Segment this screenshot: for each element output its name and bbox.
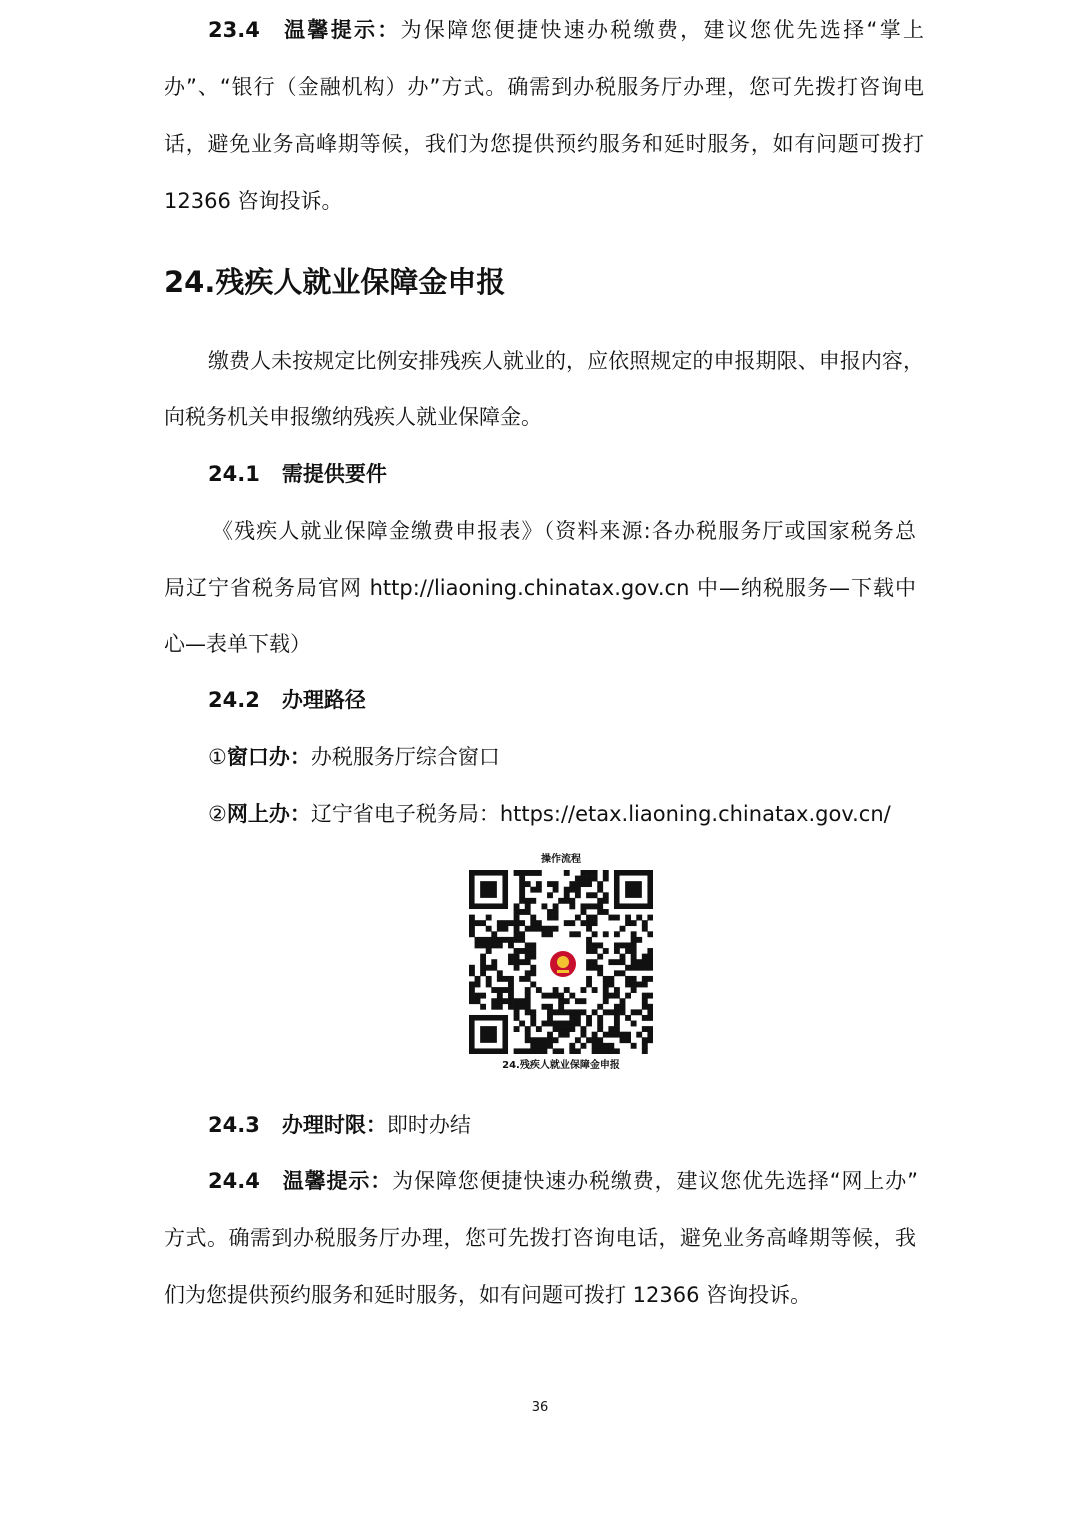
section-24-heading: 24.残疾人就业保障金申报 xyxy=(164,265,506,299)
qr-caption-bottom: 24.残疾人就业保障金申报 xyxy=(502,1060,620,1071)
sec-24-3 xyxy=(208,1110,924,1140)
sec-24-1-heading xyxy=(208,459,924,489)
sec-23-4-number: 23.4 xyxy=(208,18,260,42)
sec-24-2-heading xyxy=(208,685,924,715)
sec-24-4-line-2: 方式。确需到办税服务厅办理，您可先拨打咨询电话，避免业务高峰期等候，我 xyxy=(164,1226,916,1250)
tax-emblem-icon xyxy=(546,947,580,981)
qr-code[interactable] xyxy=(469,870,653,1054)
intro-line-2: 向税务机关申报缴纳残疾人就业保障金。 xyxy=(164,405,542,429)
qr-caption-top: 操作流程 xyxy=(541,854,581,865)
sec-23-4-text: 为保障您便捷快速办税缴费，建议您优先选择“掌上 xyxy=(400,18,924,42)
sec-24-4-number: 24.4 xyxy=(208,1169,260,1193)
sec-24-3-number: 24.3 xyxy=(208,1113,260,1137)
path-window-value: 办税服务厅综合窗口 xyxy=(310,745,500,769)
path-online-value[interactable]: 辽宁省电子税务局：https://etax.liaoning.chinatax.gov.cn/ xyxy=(310,802,891,826)
path-window-prefix: ① xyxy=(208,745,227,769)
sec-24-2-number: 24.2 xyxy=(208,688,260,712)
path-online-label: 网上办： xyxy=(226,802,311,826)
sec-24-3-value: 即时办结 xyxy=(386,1113,471,1137)
qr-code-block xyxy=(461,852,661,1074)
path-online xyxy=(208,799,924,829)
sec-24-1-line-3: 心—表单下载） xyxy=(164,632,311,656)
sec-23-4-line-1 xyxy=(208,15,924,45)
intro-line-1: 缴费人未按规定比例安排残疾人就业的，应依照规定的申报期限、申报内容， xyxy=(208,349,924,373)
sec-24-4-line-1 xyxy=(208,1166,918,1196)
sec-24-3-label: 办理时限： xyxy=(281,1113,387,1137)
sec-24-1-line-1: 《残疾人就业保障金缴费申报表》（资料来源:各办税服务厅或国家税务总 xyxy=(212,519,916,543)
sec-23-4-label: 温馨提示： xyxy=(281,18,401,42)
sec-23-4-line-4: 12366 咨询投诉。 xyxy=(164,189,343,213)
sec-24-4-line-3: 们为您提供预约服务和延时服务，如有问题可拨打 12366 咨询投诉。 xyxy=(164,1283,812,1307)
path-window-label: 窗口办： xyxy=(226,745,311,769)
sec-24-1-title: 需提供要件 xyxy=(281,462,387,486)
sec-24-4-text: 为保障您便捷快速办税缴费，建议您优先选择“网上办” xyxy=(392,1169,918,1193)
sec-24-1-line-2: 局辽宁省税务局官网 http://liaoning.chinatax.gov.cn 中—纳税服务—下载中 xyxy=(164,576,916,600)
sec-23-4-line-2: 办”、“银行（金融机构）办”方式。确需到办税服务厅办理，您可先拨打咨询电 xyxy=(164,75,924,99)
sec-24-1-number: 24.1 xyxy=(208,462,260,486)
sec-23-4-line-3: 话，避免业务高峰期等候，我们为您提供预约服务和延时服务，如有问题可拨打 xyxy=(164,132,924,156)
sec-24-2-title: 办理路径 xyxy=(281,688,366,712)
page-number: 36 xyxy=(531,1400,549,1415)
path-window xyxy=(208,742,924,772)
sec-24-4-label: 温馨提示： xyxy=(281,1169,393,1193)
path-online-prefix: ② xyxy=(208,802,227,826)
